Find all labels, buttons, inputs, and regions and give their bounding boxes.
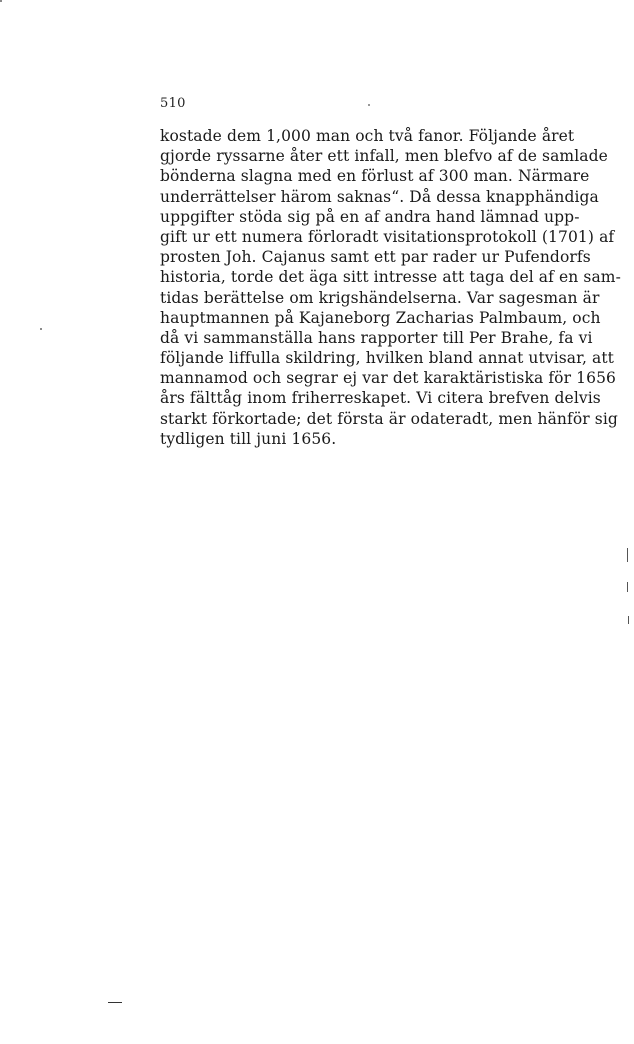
text-line: prosten Joh. Cajanus samt ett par rader ur Pufendorfs [160, 248, 591, 267]
text-line: hauptmannen på Kajaneborg Zacharias Palmbaum, och [160, 308, 601, 327]
scan-speck-left [40, 328, 42, 330]
body-text [160, 126, 630, 449]
text-line: uppgifter stöda sig på en af andra hand lämnad upp- [160, 207, 580, 226]
footer-dash [108, 1002, 122, 1003]
text-line: gift ur ett numera förloradt visitationsprotokoll (1701) af [160, 227, 615, 246]
text-line: bönderna slagna med en förlust af 300 man. Närmare [160, 167, 590, 186]
scan-speck-corner [0, 0, 2, 2]
text-line: kostade dem 1,000 man och två fanor. Följande året [160, 127, 575, 145]
text-line: mannamod och segrar ej var det karaktäristiska för 1656 [160, 369, 616, 388]
page-number: 510 [160, 96, 186, 111]
text-line: gjorde ryssarne åter ett infall, men blefvo af de samlade [160, 147, 608, 166]
text-line: starkt förkortade; det första är odateradt, men hänför sig [160, 409, 618, 428]
scan-mark-right-2 [627, 582, 628, 592]
text-line: underrättelser härom saknas“. Då dessa knapphändiga [160, 187, 599, 206]
scan-speck-top [368, 104, 370, 106]
scan-mark-right-1 [627, 548, 628, 562]
scan-mark-right-3 [628, 616, 629, 624]
text-line: historia, torde det äga sitt intresse att taga del af en sam- [160, 268, 621, 287]
text-line: tidas berättelse om krigshändelserna. Var sagesman är [160, 288, 600, 307]
text-line: års fälttåg inom friherreskapet. Vi citera brefven delvis [160, 389, 601, 408]
text-line: följande liffulla skildring, hvilken bland annat utvisar, att [160, 349, 615, 368]
text-line: tydligen till juni 1656. [160, 429, 337, 448]
text-line: då vi sammanställa hans rapporter till Per Brahe, fa vi [160, 328, 593, 347]
